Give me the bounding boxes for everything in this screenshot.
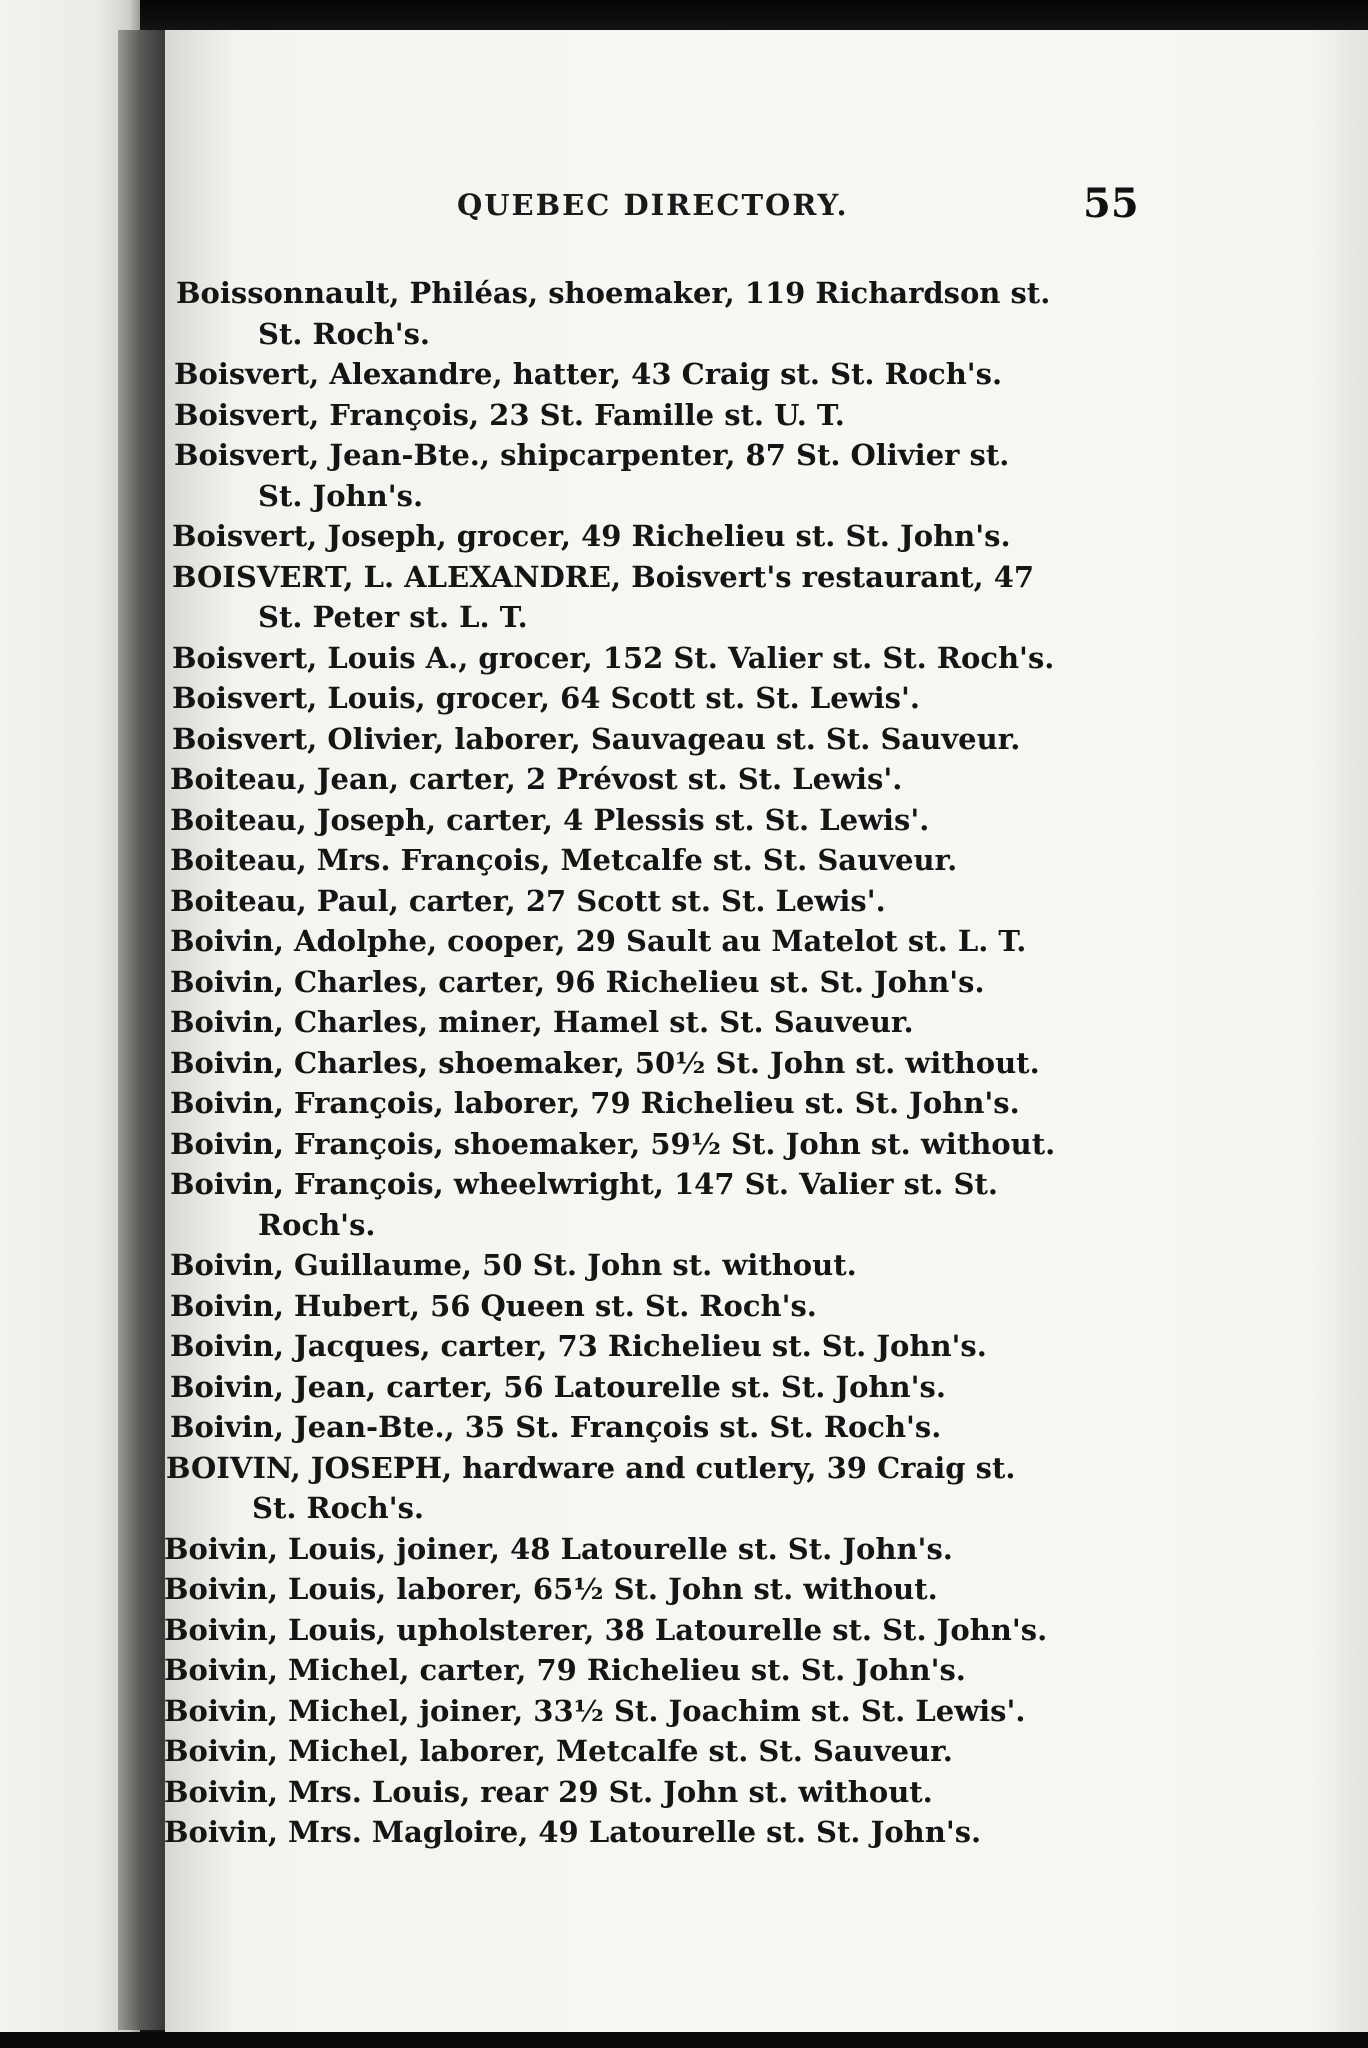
directory-entry-line: Boivin, François, laborer, 79 Richelieu st. St. John's.: [170, 1086, 1020, 1120]
directory-entry-line: Boisvert, Louis A., grocer, 152 St. Valier st. St. Roch's.: [172, 640, 1055, 675]
directory-entry-line: Boivin, Charles, shoemaker, 50½ St. John st. without.: [170, 1045, 1040, 1080]
directory-entry-line: Boivin, Adolphe, cooper, 29 Sault au Matelot st. L. T.: [170, 924, 1027, 958]
directory-entry-line: Boiteau, Paul, carter, 27 Scott st. St. Lewis'.: [170, 883, 886, 918]
directory-entry-line: Boivin, Louis, upholsterer, 38 Latourelle st. St. John's.: [164, 1612, 1048, 1647]
directory-entry-line: BOISVERT, L. ALEXANDRE, Boisvert's restaurant, 47: [172, 559, 1035, 594]
directory-entry-line: Boivin, Jacques, carter, 73 Richelieu st. St. John's.: [170, 1329, 987, 1363]
entry-continuation-line: St. Peter st. L. T.: [258, 600, 528, 634]
directory-entry-line: Boisvert, Louis, grocer, 64 Scott st. St. Lewis'.: [172, 681, 920, 715]
directory-entry-line: Boivin, Charles, carter, 96 Richelieu st. St. John's.: [170, 964, 985, 999]
directory-entry-line: Boisvert, Joseph, grocer, 49 Richelieu st. St. John's.: [172, 519, 1011, 553]
directory-entry-line: Boisvert, Olivier, laborer, Sauvageau st. St. Sauveur.: [172, 721, 1021, 756]
entry-continuation-line: St. John's.: [258, 478, 424, 513]
directory-entry-line: Boiteau, Mrs. François, Metcalfe st. St. Sauveur.: [170, 843, 958, 877]
running-head: QUEBEC DIRECTORY.: [457, 188, 849, 222]
directory-entry-line: Boivin, Jean, carter, 56 Latourelle st. St. John's.: [170, 1369, 946, 1404]
directory-entry-line: BOIVIN, JOSEPH, hardware and cutlery, 39 Craig st.: [166, 1450, 1016, 1485]
directory-entry-line: Boissonnault, Philéas, shoemaker, 119 Richardson st.: [176, 276, 1051, 310]
entry-continuation-line: Roch's.: [258, 1207, 376, 1242]
directory-entry-line: Boivin, François, wheelwright, 147 St. Valier st. St.: [170, 1167, 998, 1201]
directory-entry-line: Boivin, Michel, laborer, Metcalfe st. St. Sauveur.: [164, 1734, 953, 1768]
entry-continuation-line: St. Roch's.: [258, 316, 431, 351]
entry-continuation-line: St. Roch's.: [252, 1491, 425, 1525]
directory-entry-line: Boivin, Michel, joiner, 33½ St. Joachim st. St. Lewis'.: [164, 1693, 1026, 1728]
directory-entry-line: Boivin, Guillaume, 50 St. John st. without.: [170, 1248, 857, 1282]
directory-entry-line: Boivin, Mrs. Magloire, 49 Latourelle st. St. John's.: [164, 1815, 982, 1849]
directory-entry-line: Boivin, Charles, miner, Hamel st. St. Sauveur.: [170, 1005, 914, 1039]
directory-entry-line: Boiteau, Jean, carter, 2 Prévost st. St. Lewis'.: [170, 762, 903, 796]
directory-entry-line: Boivin, Michel, carter, 79 Richelieu st. St. John's.: [164, 1653, 966, 1687]
directory-entry-line: Boivin, Hubert, 56 Queen st. St. Roch's.: [170, 1288, 817, 1323]
directory-entry-line: Boisvert, François, 23 St. Famille st. U. T.: [174, 397, 845, 432]
directory-entry-line: Boisvert, Jean-Bte., shipcarpenter, 87 St. Olivier st.: [174, 438, 1010, 472]
page-number: 55: [1083, 180, 1139, 227]
directory-entry-line: Boivin, Mrs. Louis, rear 29 St. John st. without.: [164, 1774, 933, 1809]
directory-entry-line: Boivin, Louis, joiner, 48 Latourelle st. St. John's.: [164, 1531, 953, 1566]
directory-entry-line: Boivin, François, shoemaker, 59½ St. John st. without.: [170, 1126, 1056, 1161]
directory-entry-line: Boiteau, Joseph, carter, 4 Plessis st. St. Lewis'.: [170, 802, 930, 837]
directory-entries: [164, 273, 1170, 1853]
directory-entry-line: Boisvert, Alexandre, hatter, 43 Craig st. St. Roch's.: [174, 357, 1003, 391]
bottom-scan-edge: [0, 2032, 1368, 2048]
directory-entry-line: Boivin, Jean-Bte., 35 St. François st. St. Roch's.: [170, 1410, 942, 1444]
directory-entry-line: Boivin, Louis, laborer, 65½ St. John st. without.: [164, 1572, 938, 1606]
